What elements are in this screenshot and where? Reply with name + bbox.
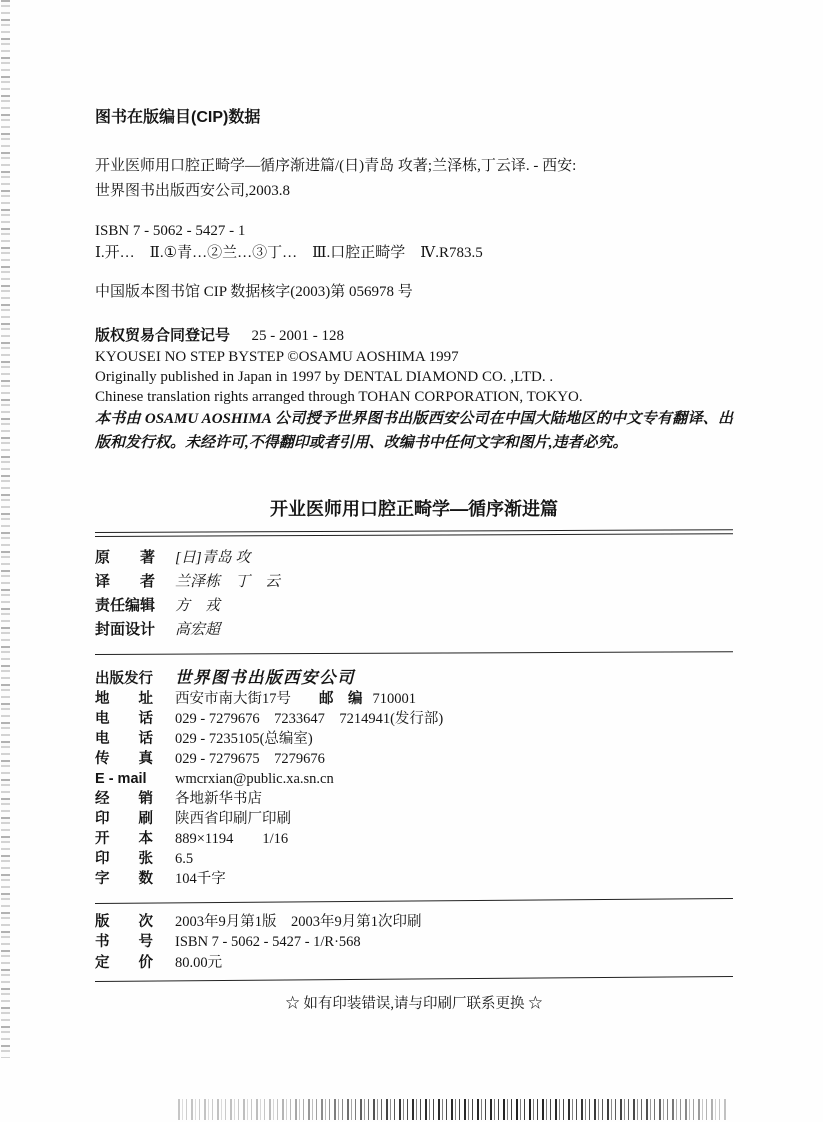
row-label: 字 数 [95, 870, 153, 887]
row-value: 各地新华书店 [175, 790, 262, 807]
copyright-line-2: Originally published in Japan in 1997 by DENTAL DIAMOND CO. ,LTD. . [95, 369, 554, 385]
row-label: 定 价 [95, 954, 153, 971]
row-label: 版 次 [95, 913, 153, 930]
publishing-row [95, 668, 733, 689]
row-value: 陕西省印刷厂印刷 [175, 810, 291, 827]
row-label: 开 本 [95, 830, 153, 847]
publishing-row [95, 769, 733, 789]
edition-row [95, 912, 733, 933]
cip-description-line1: 开业医师用口腔正畸学—循序渐进篇/(日)青岛 攻著;兰泽栋,丁云译. - 西安: [95, 158, 577, 174]
publishing-row [95, 709, 733, 729]
row-value: 高宏超 [175, 621, 221, 638]
row-label: 印 刷 [95, 810, 153, 827]
credit-row [95, 546, 733, 570]
row-sub-label: 邮 编 [319, 690, 363, 707]
misprint-notice: ☆ 如有印装错误,请与印刷厂联系更换 ☆ [285, 996, 543, 1012]
publishing-separator-rule [95, 897, 733, 903]
row-label: 传 真 [95, 750, 153, 767]
row-value: 兰泽栋 丁 云 [175, 573, 281, 590]
credit-row [95, 570, 733, 594]
row-value: 西安市南大街17号 [175, 690, 291, 707]
row-label: 经 销 [95, 790, 153, 807]
row-label: 封面设计 [95, 620, 156, 638]
row-value: ISBN 7 - 5062 - 5427 - 1/R·568 [175, 934, 361, 950]
row-value: wmcrxian@public.xa.sn.cn [175, 770, 334, 787]
publishing-row [95, 829, 733, 849]
row-value: 方 戎 [175, 597, 221, 614]
row-label: 书 号 [95, 934, 153, 950]
edition-separator-rule [95, 976, 733, 982]
credits-separator-rule [95, 651, 733, 655]
row-value: 2003年9月第1版 2003年9月第1次印刷 [175, 913, 422, 930]
edition-row [95, 953, 733, 974]
row-value: 029 - 7235105(总编室) [175, 730, 313, 747]
edition-row [95, 932, 733, 953]
row-label: 地 址 [95, 690, 153, 707]
copyright-line-1: KYOUSEI NO STEP BYSTEP ©OSAMU AOSHIMA 1997 [95, 349, 459, 365]
book-title: 开业医师用口腔正畸学—循序渐进篇 [270, 499, 558, 519]
credit-row [95, 594, 733, 618]
publishing-row [95, 689, 733, 709]
credits-block [95, 546, 733, 642]
copyright-registration [95, 325, 733, 347]
isbn-line: ISBN 7 - 5062 - 5427 - 1 [95, 223, 246, 239]
row-value: 029 - 7279676 7233647 7214941(发行部) [175, 710, 444, 727]
cip-description [95, 154, 733, 204]
cip-description-line2: 世界图书出版西安公司,2003.8 [95, 183, 291, 199]
row-value: 104千字 [175, 870, 226, 887]
rights-notice: 本书由 OSAMU AOSHIMA 公司授予世界图书出版西安公司在中国大陆地区的中文专有翻译、出版和发行权。未经许可,不得翻印或者引用、改编书中任何文字和图片,违者必究。 [95, 411, 733, 451]
row-value: [日]青岛 攻 [175, 549, 251, 566]
scan-bottom-edge-artifact [178, 1099, 728, 1120]
copyright-registration-number: 25 - 2001 - 128 [251, 328, 345, 344]
row-label: 印 张 [95, 850, 153, 867]
cip-classification-line: Ⅰ.开… Ⅱ.①青…②兰…③丁… Ⅲ.口腔正畸学 Ⅳ.R783.5 [95, 245, 483, 261]
credit-row [95, 618, 733, 642]
row-label: 责任编辑 [95, 596, 156, 614]
publishing-block [95, 668, 733, 889]
copyright-line-3: Chinese translation rights arranged through TOHAN CORPORATION, TOKYO. [95, 389, 583, 405]
copyright-registration-label: 版权贸易合同登记号 [95, 327, 231, 344]
row-label: 电 话 [95, 710, 153, 727]
row-label: E - mail [95, 770, 147, 787]
publishing-row [95, 749, 733, 769]
colophon-content [95, 108, 733, 1014]
publishing-row [95, 729, 733, 749]
publishing-row [95, 849, 733, 869]
row-label: 电 话 [95, 730, 153, 747]
row-label: 译 者 [95, 572, 156, 590]
row-label: 原 著 [95, 548, 156, 566]
publishing-row [95, 789, 733, 809]
row-sub-value: 710001 [372, 690, 416, 707]
scan-left-edge-artifact [1, 0, 10, 1058]
publishing-row [95, 809, 733, 829]
publishing-row [95, 869, 733, 889]
cip-record-number: 中国版本图书馆 CIP 数据核字(2003)第 056978 号 [95, 284, 413, 300]
title-separator-rule [95, 529, 733, 536]
cip-data-header: 图书在版编目(CIP)数据 [95, 109, 261, 126]
edition-block [95, 912, 733, 974]
row-label: 出版发行 [95, 670, 153, 687]
row-value: 029 - 7279675 7279676 [175, 750, 325, 767]
row-value: 6.5 [175, 850, 194, 867]
row-value: 世界图书出版西安公司 [175, 667, 355, 687]
row-value: 80.00元 [175, 954, 223, 971]
row-value: 889×1194 1/16 [175, 830, 289, 847]
